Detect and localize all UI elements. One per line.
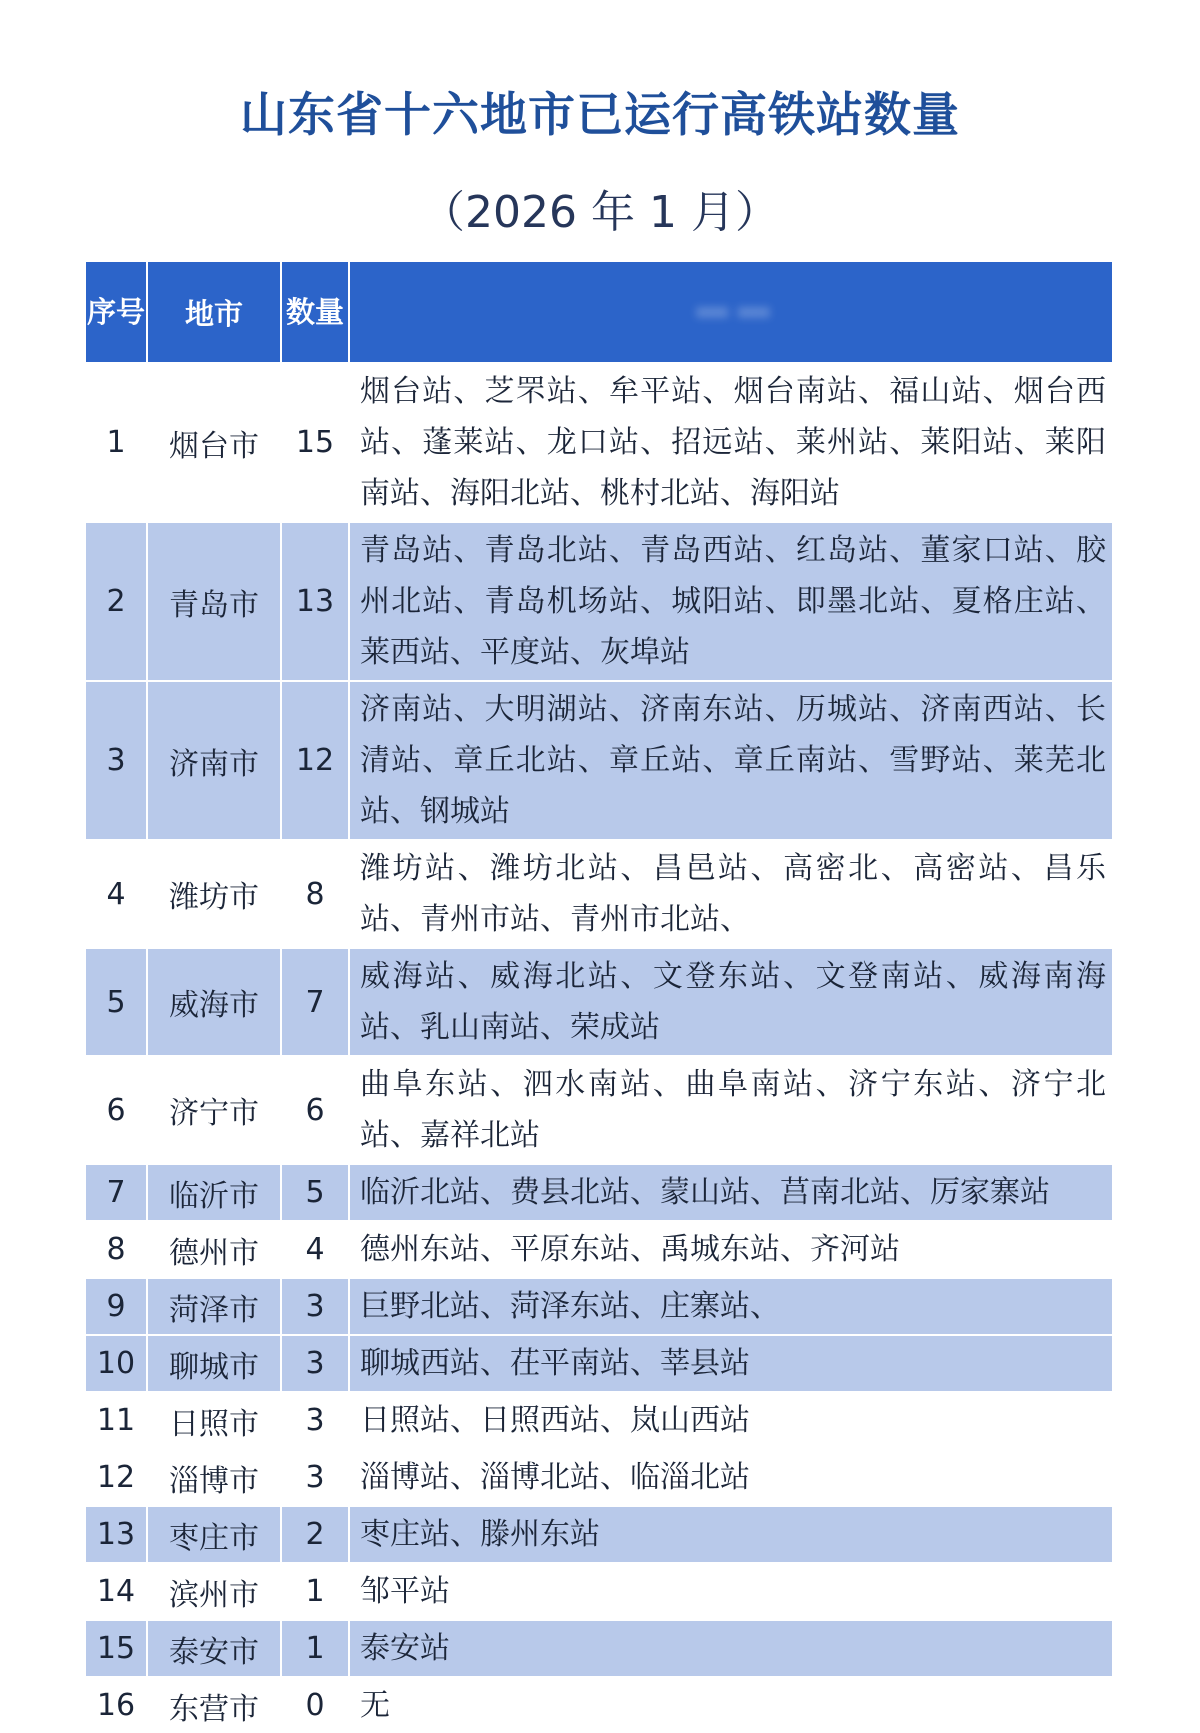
- row-number: 12: [86, 1450, 148, 1505]
- page-subtitle: （2026 年 1 月）: [421, 187, 779, 238]
- row-count: 1: [282, 1564, 350, 1619]
- table-body: [86, 362, 1112, 1733]
- table-row: [86, 1619, 1112, 1676]
- row-count: 3: [282, 1393, 350, 1448]
- row-city: 聊城市: [148, 1336, 282, 1391]
- row-city: 菏泽市: [148, 1279, 282, 1334]
- row-city: 淄博市: [148, 1450, 282, 1505]
- header-city: 地市: [148, 262, 282, 362]
- header-count: 数量: [282, 262, 350, 362]
- row-count: 6: [282, 1057, 350, 1163]
- row-city: 威海市: [148, 949, 282, 1055]
- row-number: 2: [86, 523, 148, 680]
- row-count: 5: [282, 1165, 350, 1220]
- row-stations: 日照站、日照西站、岚山西站: [360, 1403, 750, 1438]
- row-number: 4: [86, 841, 148, 947]
- table-row: [86, 1334, 1112, 1391]
- row-count: 3: [282, 1336, 350, 1391]
- row-count: 2: [282, 1507, 350, 1562]
- row-city: 东营市: [148, 1678, 282, 1733]
- table-row: [86, 362, 1112, 521]
- row-stations: 枣庄站、滕州东站: [360, 1517, 600, 1552]
- row-number: 3: [86, 682, 148, 839]
- table-row: [86, 521, 1112, 680]
- row-stations: 泰安站: [360, 1631, 450, 1666]
- row-number: 13: [86, 1507, 148, 1562]
- table-row: [86, 680, 1112, 839]
- row-city: 泰安市: [148, 1621, 282, 1676]
- row-stations: 烟台站、芝罘站、牟平站、烟台南站、福山站、烟台西站、蓬莱站、龙口站、招远站、莱州站、莱阳站、莱阳南站、海阳北站、桃村北站、海阳站: [360, 374, 1106, 511]
- row-number: 9: [86, 1279, 148, 1334]
- row-stations: 青岛站、青岛北站、青岛西站、红岛站、董家口站、胶州北站、青岛机场站、城阳站、即墨北站、夏格庄站、莱西站、平度站、灰埠站: [360, 533, 1106, 670]
- row-city: 枣庄市: [148, 1507, 282, 1562]
- row-stations: 聊城西站、茌平南站、莘县站: [360, 1346, 750, 1381]
- row-number: 16: [86, 1678, 148, 1733]
- row-count: 1: [282, 1621, 350, 1676]
- row-count: 13: [282, 523, 350, 680]
- row-stations: 曲阜东站、泗水南站、曲阜南站、济宁东站、济宁北站、嘉祥北站: [360, 1067, 1106, 1153]
- row-stations: 济南站、大明湖站、济南东站、历城站、济南西站、长清站、章丘北站、章丘站、章丘南站、雪野站、莱芜北站、钢城站: [360, 692, 1106, 829]
- row-stations: 邹平站: [360, 1574, 450, 1609]
- table-row: [86, 1562, 1112, 1619]
- table-row: [86, 1391, 1112, 1448]
- row-count: 3: [282, 1450, 350, 1505]
- row-stations: 无: [360, 1688, 390, 1723]
- row-stations: 淄博站、淄博北站、临淄北站: [360, 1460, 750, 1495]
- table-row: [86, 839, 1112, 947]
- row-number: 15: [86, 1621, 148, 1676]
- table-row: [86, 1055, 1112, 1163]
- row-city: 滨州市: [148, 1564, 282, 1619]
- table-row: [86, 947, 1112, 1055]
- row-city: 济宁市: [148, 1057, 282, 1163]
- row-city: 济南市: [148, 682, 282, 839]
- row-count: 7: [282, 949, 350, 1055]
- table-row: [86, 1676, 1112, 1733]
- table-row: [86, 1277, 1112, 1334]
- row-count: 8: [282, 841, 350, 947]
- row-stations: 巨野北站、菏泽东站、庄寨站、: [360, 1289, 780, 1324]
- table-row: [86, 1220, 1112, 1277]
- row-stations: 潍坊站、潍坊北站、昌邑站、高密北、高密站、昌乐站、青州市站、青州市北站、: [360, 851, 1106, 937]
- row-number: 8: [86, 1222, 148, 1277]
- table-row: [86, 1163, 1112, 1220]
- row-city: 潍坊市: [148, 841, 282, 947]
- header-stations-label: ··· ···: [696, 295, 770, 329]
- row-city: 德州市: [148, 1222, 282, 1277]
- table-row: [86, 1505, 1112, 1562]
- row-number: 7: [86, 1165, 148, 1220]
- row-number: 5: [86, 949, 148, 1055]
- row-city: 日照市: [148, 1393, 282, 1448]
- row-number: 11: [86, 1393, 148, 1448]
- row-count: 12: [282, 682, 350, 839]
- row-stations: 德州东站、平原东站、禹城东站、齐河站: [360, 1232, 900, 1267]
- table-header: [86, 262, 1112, 362]
- page-title: 山东省十六地市已运行高铁站数量: [240, 88, 960, 143]
- row-number: 1: [86, 364, 148, 521]
- row-count: 3: [282, 1279, 350, 1334]
- header-no: 序号: [86, 262, 148, 362]
- station-table: [86, 262, 1112, 1733]
- row-city: 青岛市: [148, 523, 282, 680]
- row-stations: 临沂北站、费县北站、蒙山站、莒南北站、厉家寨站: [360, 1175, 1050, 1210]
- row-stations: 威海站、威海北站、文登东站、文登南站、威海南海站、乳山南站、荣成站: [360, 959, 1106, 1045]
- row-number: 14: [86, 1564, 148, 1619]
- table-row: [86, 1448, 1112, 1505]
- row-number: 10: [86, 1336, 148, 1391]
- header-stations: [350, 262, 1112, 362]
- row-count: 15: [282, 364, 350, 521]
- row-number: 6: [86, 1057, 148, 1163]
- row-city: 临沂市: [148, 1165, 282, 1220]
- row-count: 4: [282, 1222, 350, 1277]
- row-city: 烟台市: [148, 364, 282, 521]
- row-count: 0: [282, 1678, 350, 1733]
